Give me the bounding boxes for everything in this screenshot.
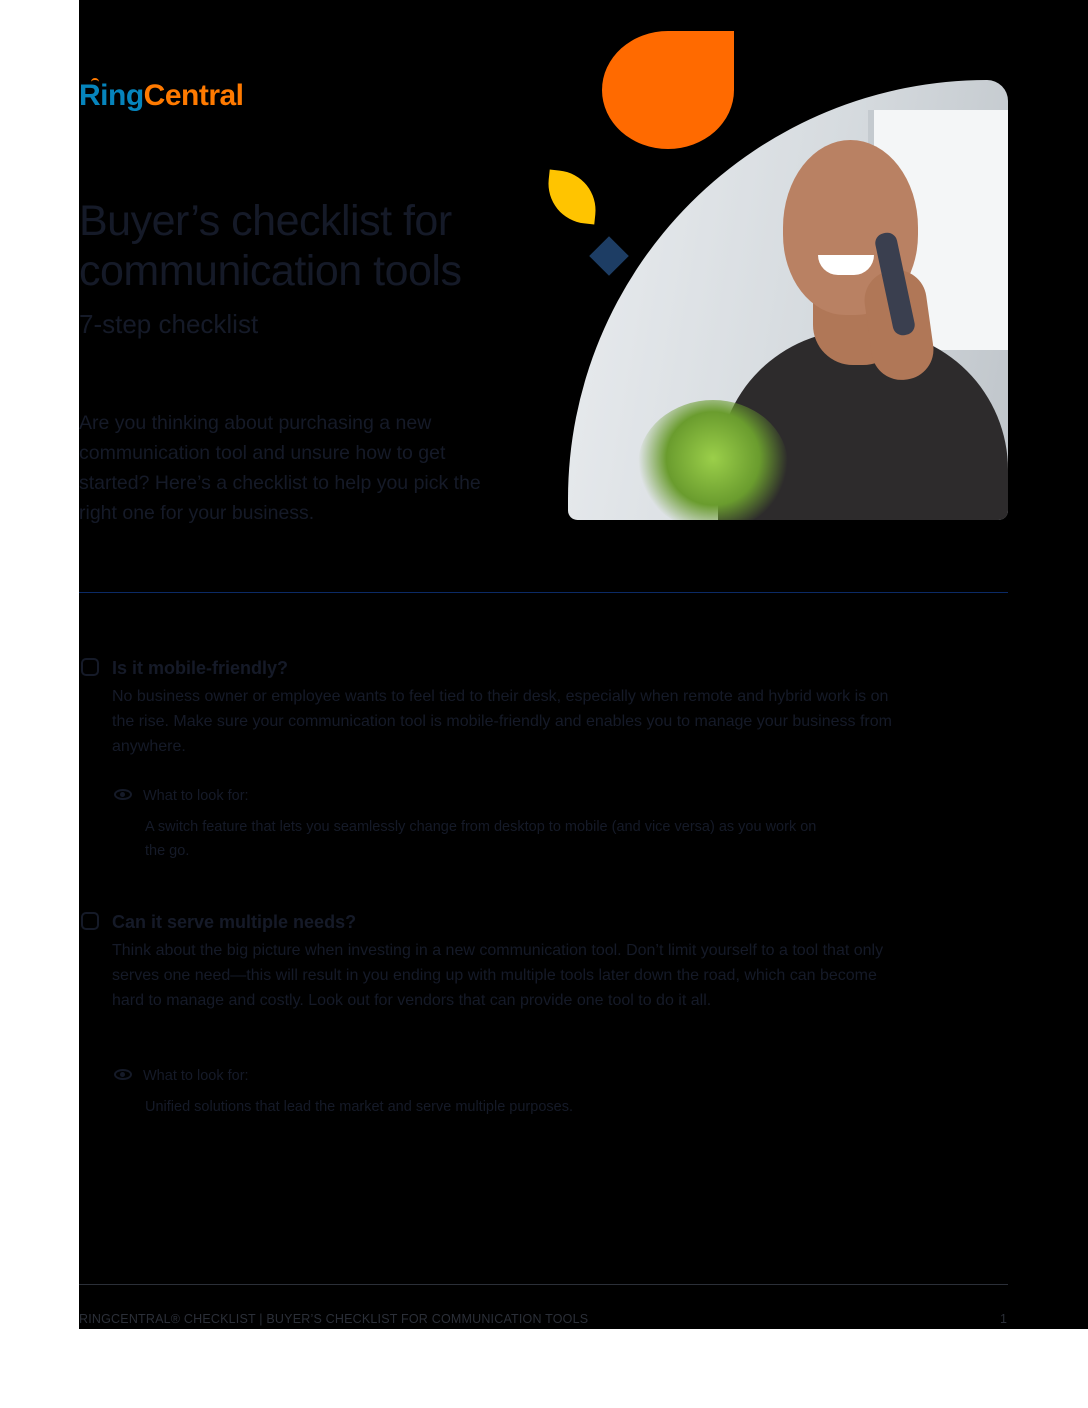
- checklist-item-body: Think about the big picture when investing in a new communication tool. Don’t limit yourself to a tool that only serves one need—this will result in you ending up with multiple tools later down the road, which can become hard to manage and costly. Look out for vendors that can provide one tool to do it all.: [112, 942, 884, 1009]
- checkbox[interactable]: [81, 912, 99, 930]
- footer-divider: [79, 1284, 1008, 1285]
- logo-central-text: Central: [143, 79, 244, 112]
- page-subtitle: 7-step checklist: [79, 309, 259, 339]
- page-number: 1: [1000, 1312, 1007, 1326]
- footer-text: RINGCENTRAL® CHECKLIST | BUYER’S CHECKLIST FOR COMMUNICATION TOOLS: [79, 1312, 589, 1326]
- section-divider: [79, 592, 1008, 593]
- checkbox[interactable]: [81, 658, 99, 676]
- checklist-item-title: Can it serve multiple needs?: [112, 912, 357, 932]
- document-page: [79, 0, 1088, 1329]
- hero-photo: [568, 80, 1008, 520]
- intro-paragraph: Are you thinking about purchasing a new communication tool and unsure how to get started? Here’s a checklist to help you pick the right one for your business.: [79, 412, 481, 524]
- hero-plant: [638, 400, 788, 520]
- what-to-look-for-text: Unified solutions that lead the market and serve multiple purposes.: [145, 1099, 573, 1115]
- checklist-item-title: Is it mobile-friendly?: [112, 658, 289, 678]
- ringcentral-logo: [79, 76, 244, 116]
- logo-ring-text: Ring: [79, 79, 144, 112]
- orange-drop-shape: [602, 31, 734, 149]
- what-to-look-for-text: A switch feature that lets you seamlessly change from desktop to mobile (and vice versa) as you work on the go.: [145, 819, 817, 859]
- page-title: Buyer’s checklist for communication tools: [79, 197, 462, 295]
- checklist-item-body: No business owner or employee wants to feel tied to their desk, especially when remote and hybrid work is on the rise. Make sure your communication tool is mobile-friendly and enables you to manage your business from anywhere.: [112, 688, 892, 755]
- eye-icon: [114, 1069, 132, 1080]
- what-to-look-for-label: What to look for:: [143, 1068, 249, 1084]
- logo-signal-icon: [91, 78, 99, 85]
- what-to-look-for-label: What to look for:: [143, 788, 249, 804]
- eye-icon: [114, 789, 132, 800]
